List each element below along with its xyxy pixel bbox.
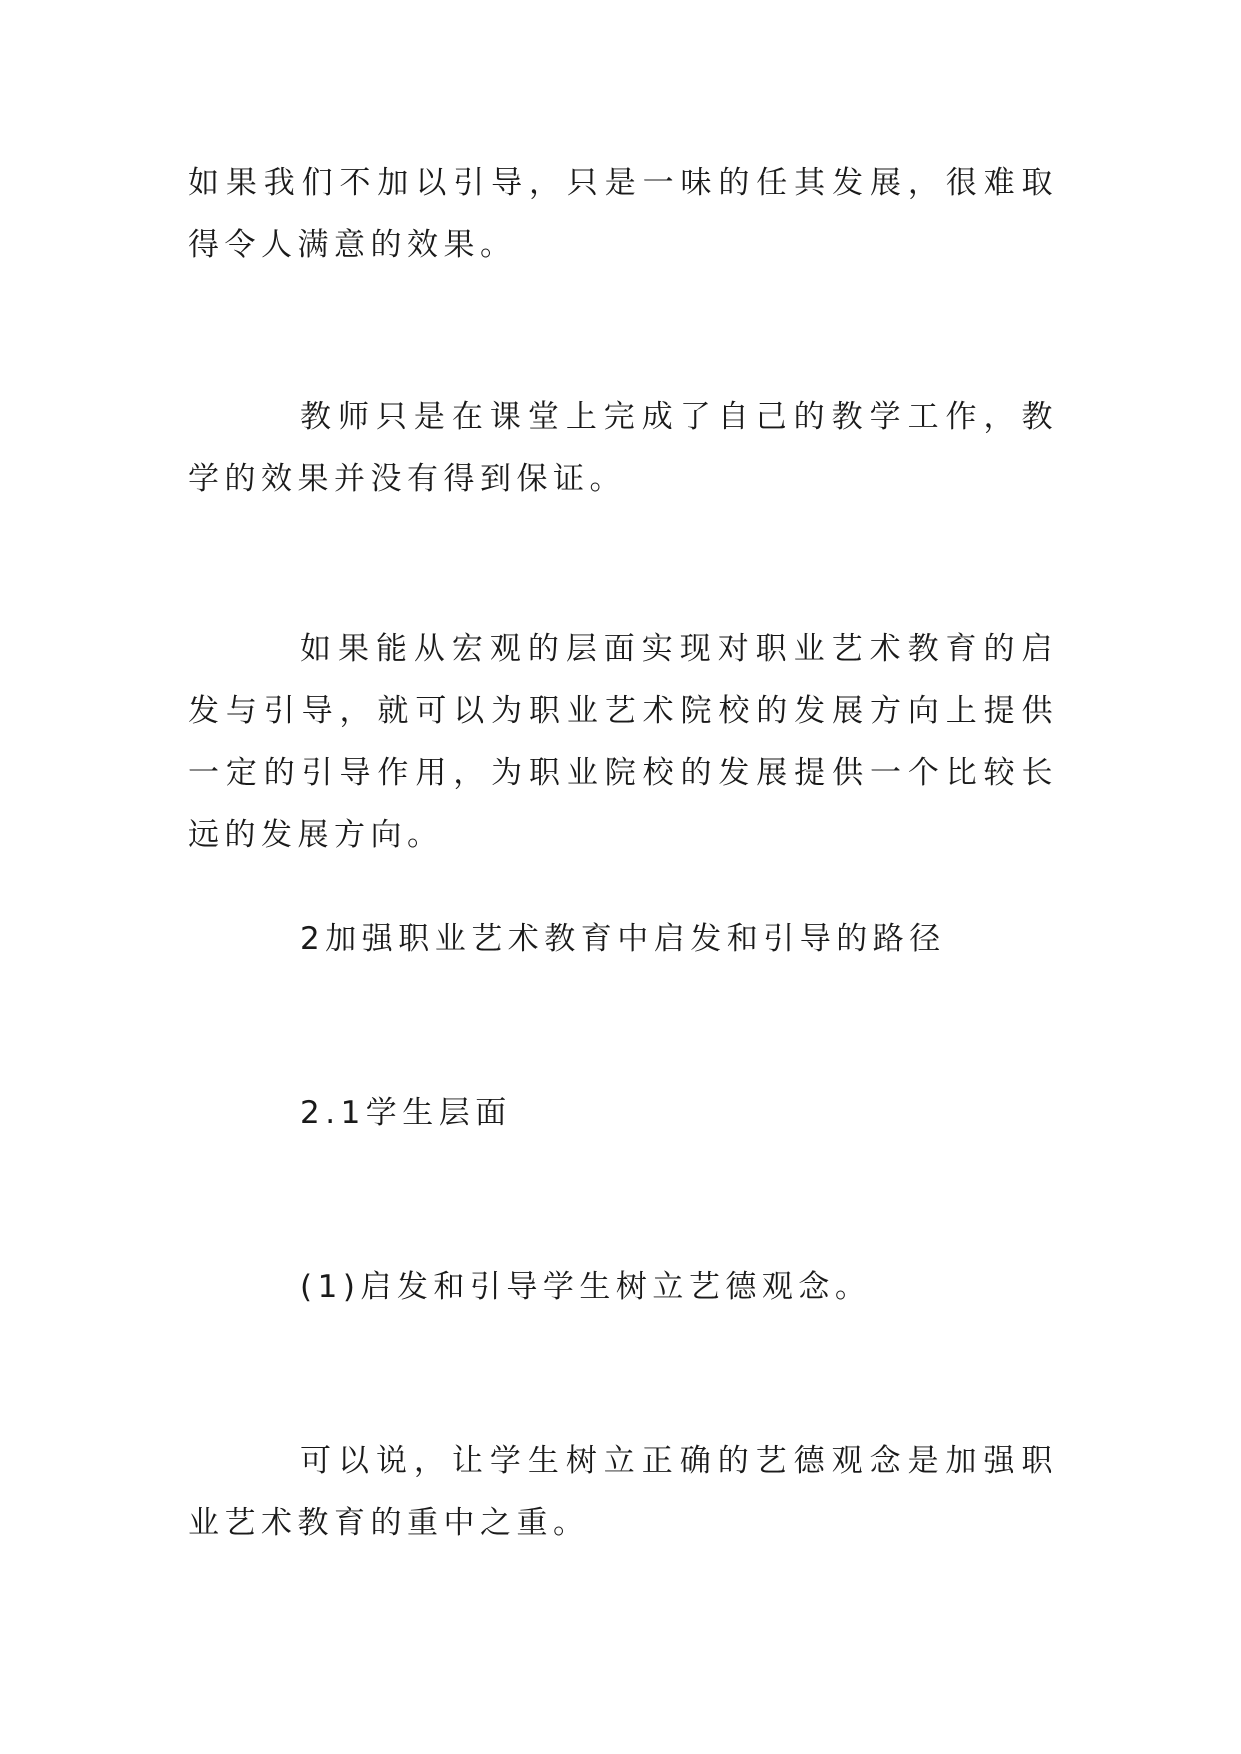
- section-heading: 2加强职业艺术教育中启发和引导的路径: [300, 921, 946, 957]
- paragraph-4: 可以说，让学生树立正确的艺德观念是加强职业艺术教育的重中之重。: [188, 1443, 1058, 1541]
- subsection-heading: 2.1学生层面: [300, 1095, 512, 1131]
- paragraph-1: 如果我们不加以引导，只是一味的任其发展，很难取得令人满意的效果。: [188, 165, 1058, 263]
- list-item-heading: (1)启发和引导学生树立艺德观念。: [300, 1269, 872, 1305]
- paragraph-3: 如果能从宏观的层面实现对职业艺术教育的启发与引导，就可以为职业艺术院校的发展方向上提供一定的引导作用，为职业院校的发展提供一个比较长远的发展方向。: [188, 631, 1058, 853]
- paragraph-2: 教师只是在课堂上完成了自己的教学工作，教学的效果并没有得到保证。: [188, 399, 1058, 497]
